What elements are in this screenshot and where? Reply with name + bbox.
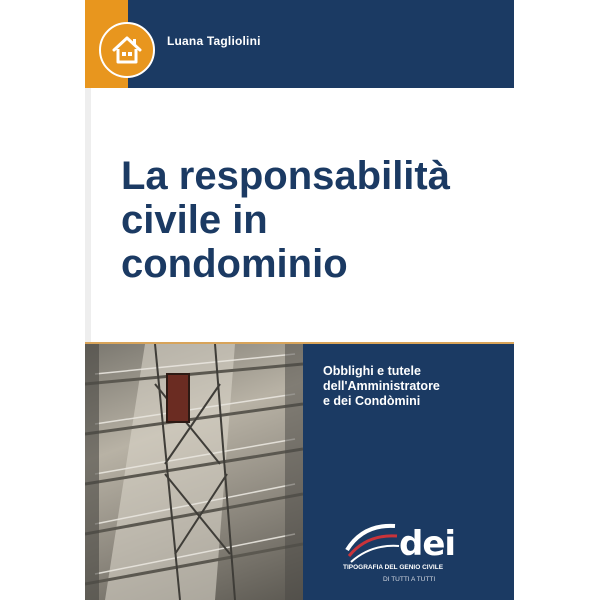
title-line-1: La responsabilità <box>121 154 450 198</box>
subtitle-line-3: e dei Condòmini <box>323 394 421 408</box>
subtitle-line-2: dell'Amministratore <box>323 379 440 393</box>
left-strip <box>85 88 91 342</box>
house-icon <box>99 22 155 78</box>
book-title <box>121 154 501 286</box>
publisher-line-2: DI TUTTI A TUTTI <box>383 576 436 583</box>
publisher-line-1: TIPOGRAFIA DEL GENIO CIVILE <box>343 564 444 571</box>
book-cover <box>85 0 514 600</box>
title-line-2: civile in <box>121 198 268 242</box>
author-name: Luana Tagliolini <box>167 34 261 48</box>
subtitle <box>323 364 508 409</box>
title-line-3: condominio <box>121 242 348 286</box>
stairwell-elevator-photo <box>85 344 303 600</box>
dei-logo-swoosh <box>343 520 403 564</box>
subtitle-panel <box>303 344 514 600</box>
publisher-name: dei <box>399 524 456 564</box>
subtitle-line-1: Obblighi e tutele <box>323 364 421 378</box>
publisher-logo <box>343 520 503 590</box>
